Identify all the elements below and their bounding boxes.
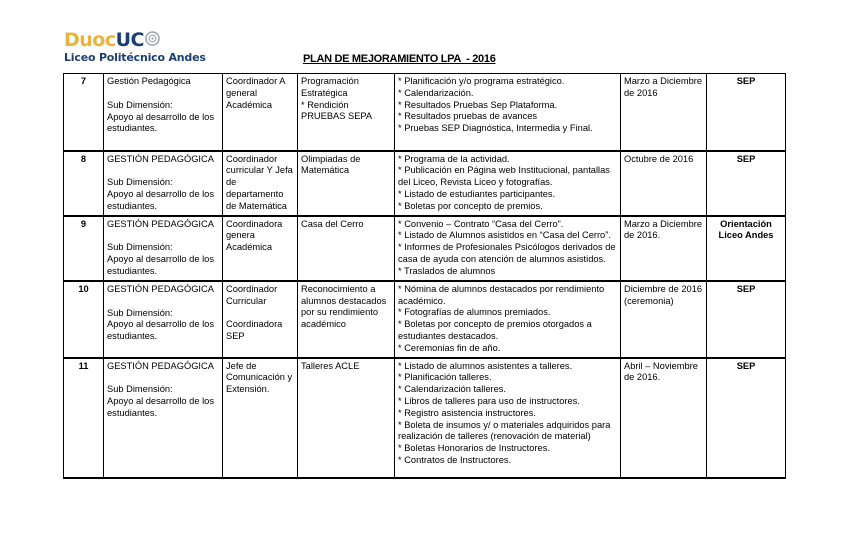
logo-brand: [64, 31, 206, 50]
responsible-cell: Jefe de Comunicación y Extensión.: [223, 358, 298, 478]
activity-item: * Resultados Pruebas Sep Plataforma.: [398, 99, 558, 110]
sub-dimension-label: Sub Dimensión:: [107, 307, 173, 318]
period-cell: Marzo a Diciembre de 2016: [621, 74, 707, 151]
page-title: PLAN DE MEJORAMIENTO LPA - 2016: [303, 53, 496, 65]
program-cell: Programación Estratégica * Rendición PRUEBAS SEPA: [298, 74, 395, 151]
plan-table: [63, 73, 786, 479]
program-cell: Olimpiadas de Matemática: [298, 151, 395, 216]
activities-cell: [395, 358, 621, 478]
sub-dimension-value: Apoyo al desarrollo de los estudiantes.: [107, 189, 214, 211]
activity-item: * Nómina de alumnos destacados por rendimiento académico.: [398, 283, 605, 306]
dimension-label: Gestión Pedagógica: [107, 76, 191, 86]
dimension-cell: [104, 74, 223, 151]
logo-duoc: Duoc: [64, 29, 116, 51]
dimension-label: GESTIÓN PEDAGÓGICA: [107, 283, 214, 294]
row-number: 11: [64, 358, 104, 478]
activity-item: * Fotografías de alumnos premiados.: [398, 307, 551, 318]
activity-item: * Listado de estudiantes participantes.: [398, 188, 556, 199]
table-row: [64, 358, 786, 478]
responsible-cell: Coordinador curricular Y Jefa de departamento de Matemática: [223, 151, 298, 216]
table-row: [64, 74, 786, 151]
dimension-label: GESTIÓN PEDAGÓGICA: [107, 360, 214, 371]
program-cell: Reconocimiento a alumnos destacados por su rendimiento académico: [298, 281, 395, 358]
logo: [64, 31, 206, 64]
period-cell: Octubre de 2016: [621, 151, 707, 216]
activity-item: * Boletas por concepto de premios otorgados a estudiantes destacados.: [398, 319, 592, 342]
activity-item: * Planificación y/o programa estratégico.: [398, 76, 565, 86]
sub-dimension-label: Sub Dimensión:: [107, 177, 173, 188]
financing-cell: SEP: [707, 74, 786, 151]
activities-cell: [395, 281, 621, 358]
financing-cell: SEP: [707, 358, 786, 478]
period-cell: Abril – Noviembre de 2016.: [621, 358, 707, 478]
activity-item: * Ceremonias fin de año.: [398, 342, 501, 353]
sub-dimension-value: Apoyo al desarrollo de los estudiantes.: [107, 319, 214, 342]
activities-cell: [395, 151, 621, 216]
activity-item: * Registro asistencia instructores.: [398, 407, 536, 418]
dimension-cell: [104, 281, 223, 358]
activity-item: * Pruebas SEP Diagnóstica, Intermedia y Final.: [398, 123, 593, 134]
activities-cell: [395, 216, 621, 281]
sub-dimension-value: Apoyo al desarrollo de los estudiantes.: [107, 396, 214, 419]
activity-item: * Planificación talleres.: [398, 372, 492, 383]
seal-icon: [145, 31, 160, 50]
table-row: [64, 151, 786, 216]
activity-item: * Boletas por concepto de premios.: [398, 200, 543, 211]
row-number: 9: [64, 216, 104, 281]
activity-item: * Listado de alumnos asistentes a talleres.: [398, 360, 573, 371]
program-cell: Casa del Cerro: [298, 216, 395, 281]
row-number: 10: [64, 281, 104, 358]
activity-item: * Libros de talleres para uso de instructores.: [398, 396, 580, 407]
period-cell: Marzo a Diciembre de 2016.: [621, 216, 707, 281]
dimension-cell: [104, 151, 223, 216]
activity-item: * Traslados de alumnos: [398, 265, 496, 276]
financing-cell: Orientación Liceo Andes: [707, 216, 786, 281]
table-row: [64, 216, 786, 281]
logo-uc: UC: [115, 29, 144, 51]
sub-dimension-label: Sub Dimensión:: [107, 384, 173, 395]
activities-cell: [395, 74, 621, 151]
financing-cell: SEP: [707, 281, 786, 358]
activity-item: * Publicación en Página web Institucional, pantallas del Liceo, Revista Liceo y fotografías.: [398, 165, 610, 188]
sub-dimension-value: Apoyo al desarrollo de los estudiantes.: [107, 254, 214, 277]
activity-item: * Calendarización talleres.: [398, 384, 507, 395]
financing-cell: SEP: [707, 151, 786, 216]
table-row: [64, 281, 786, 358]
dimension-label: GESTIÓN PEDAGÓGICA: [107, 153, 214, 164]
activity-item: * Contratos de Instructores.: [398, 455, 512, 466]
activity-item: * Boletas Honorarios de Instructores.: [398, 443, 550, 454]
dimension-cell: [104, 358, 223, 478]
activity-item: * Programa de la actividad.: [398, 153, 510, 164]
sub-dimension-label: Sub Dimensión:: [107, 99, 173, 110]
logo-subtitle: Liceo Politécnico Andes: [64, 51, 206, 64]
dimension-label: GESTIÓN PEDAGÓGICA: [107, 218, 214, 229]
activity-item: * Informes de Profesionales Psicólogos derivados de casa de ayuda con atención de alumnos asistidos.: [398, 242, 616, 265]
period-cell: Diciembre de 2016 (ceremonia): [621, 281, 707, 358]
responsible-cell: Coordinadora genera Académica: [223, 216, 298, 281]
program-cell: Talleres ACLE: [298, 358, 395, 478]
activity-item: * Resultados pruebas de avances: [398, 111, 538, 122]
sub-dimension-label: Sub Dimensión:: [107, 242, 173, 253]
activity-item: * Calendarización.: [398, 87, 474, 98]
activity-item: * Convenio – Contrato “Casa del Cerro”.: [398, 218, 564, 229]
responsible-cell: Coordinador Curricular Coordinadora SEP: [223, 281, 298, 358]
dimension-cell: [104, 216, 223, 281]
activity-item: * Boleta de insumos y/ o materiales adquiridos para realización de talleres (renovación de material): [398, 419, 611, 442]
sub-dimension-value: Apoyo al desarrollo de los estudiantes.: [107, 111, 214, 134]
activity-item: * Listado de Alumnos asistidos en “Casa del Cerro”.: [398, 230, 611, 241]
row-number: 8: [64, 151, 104, 216]
responsible-cell: Coordinador A general Académica: [223, 74, 298, 151]
row-number: 7: [64, 74, 104, 151]
